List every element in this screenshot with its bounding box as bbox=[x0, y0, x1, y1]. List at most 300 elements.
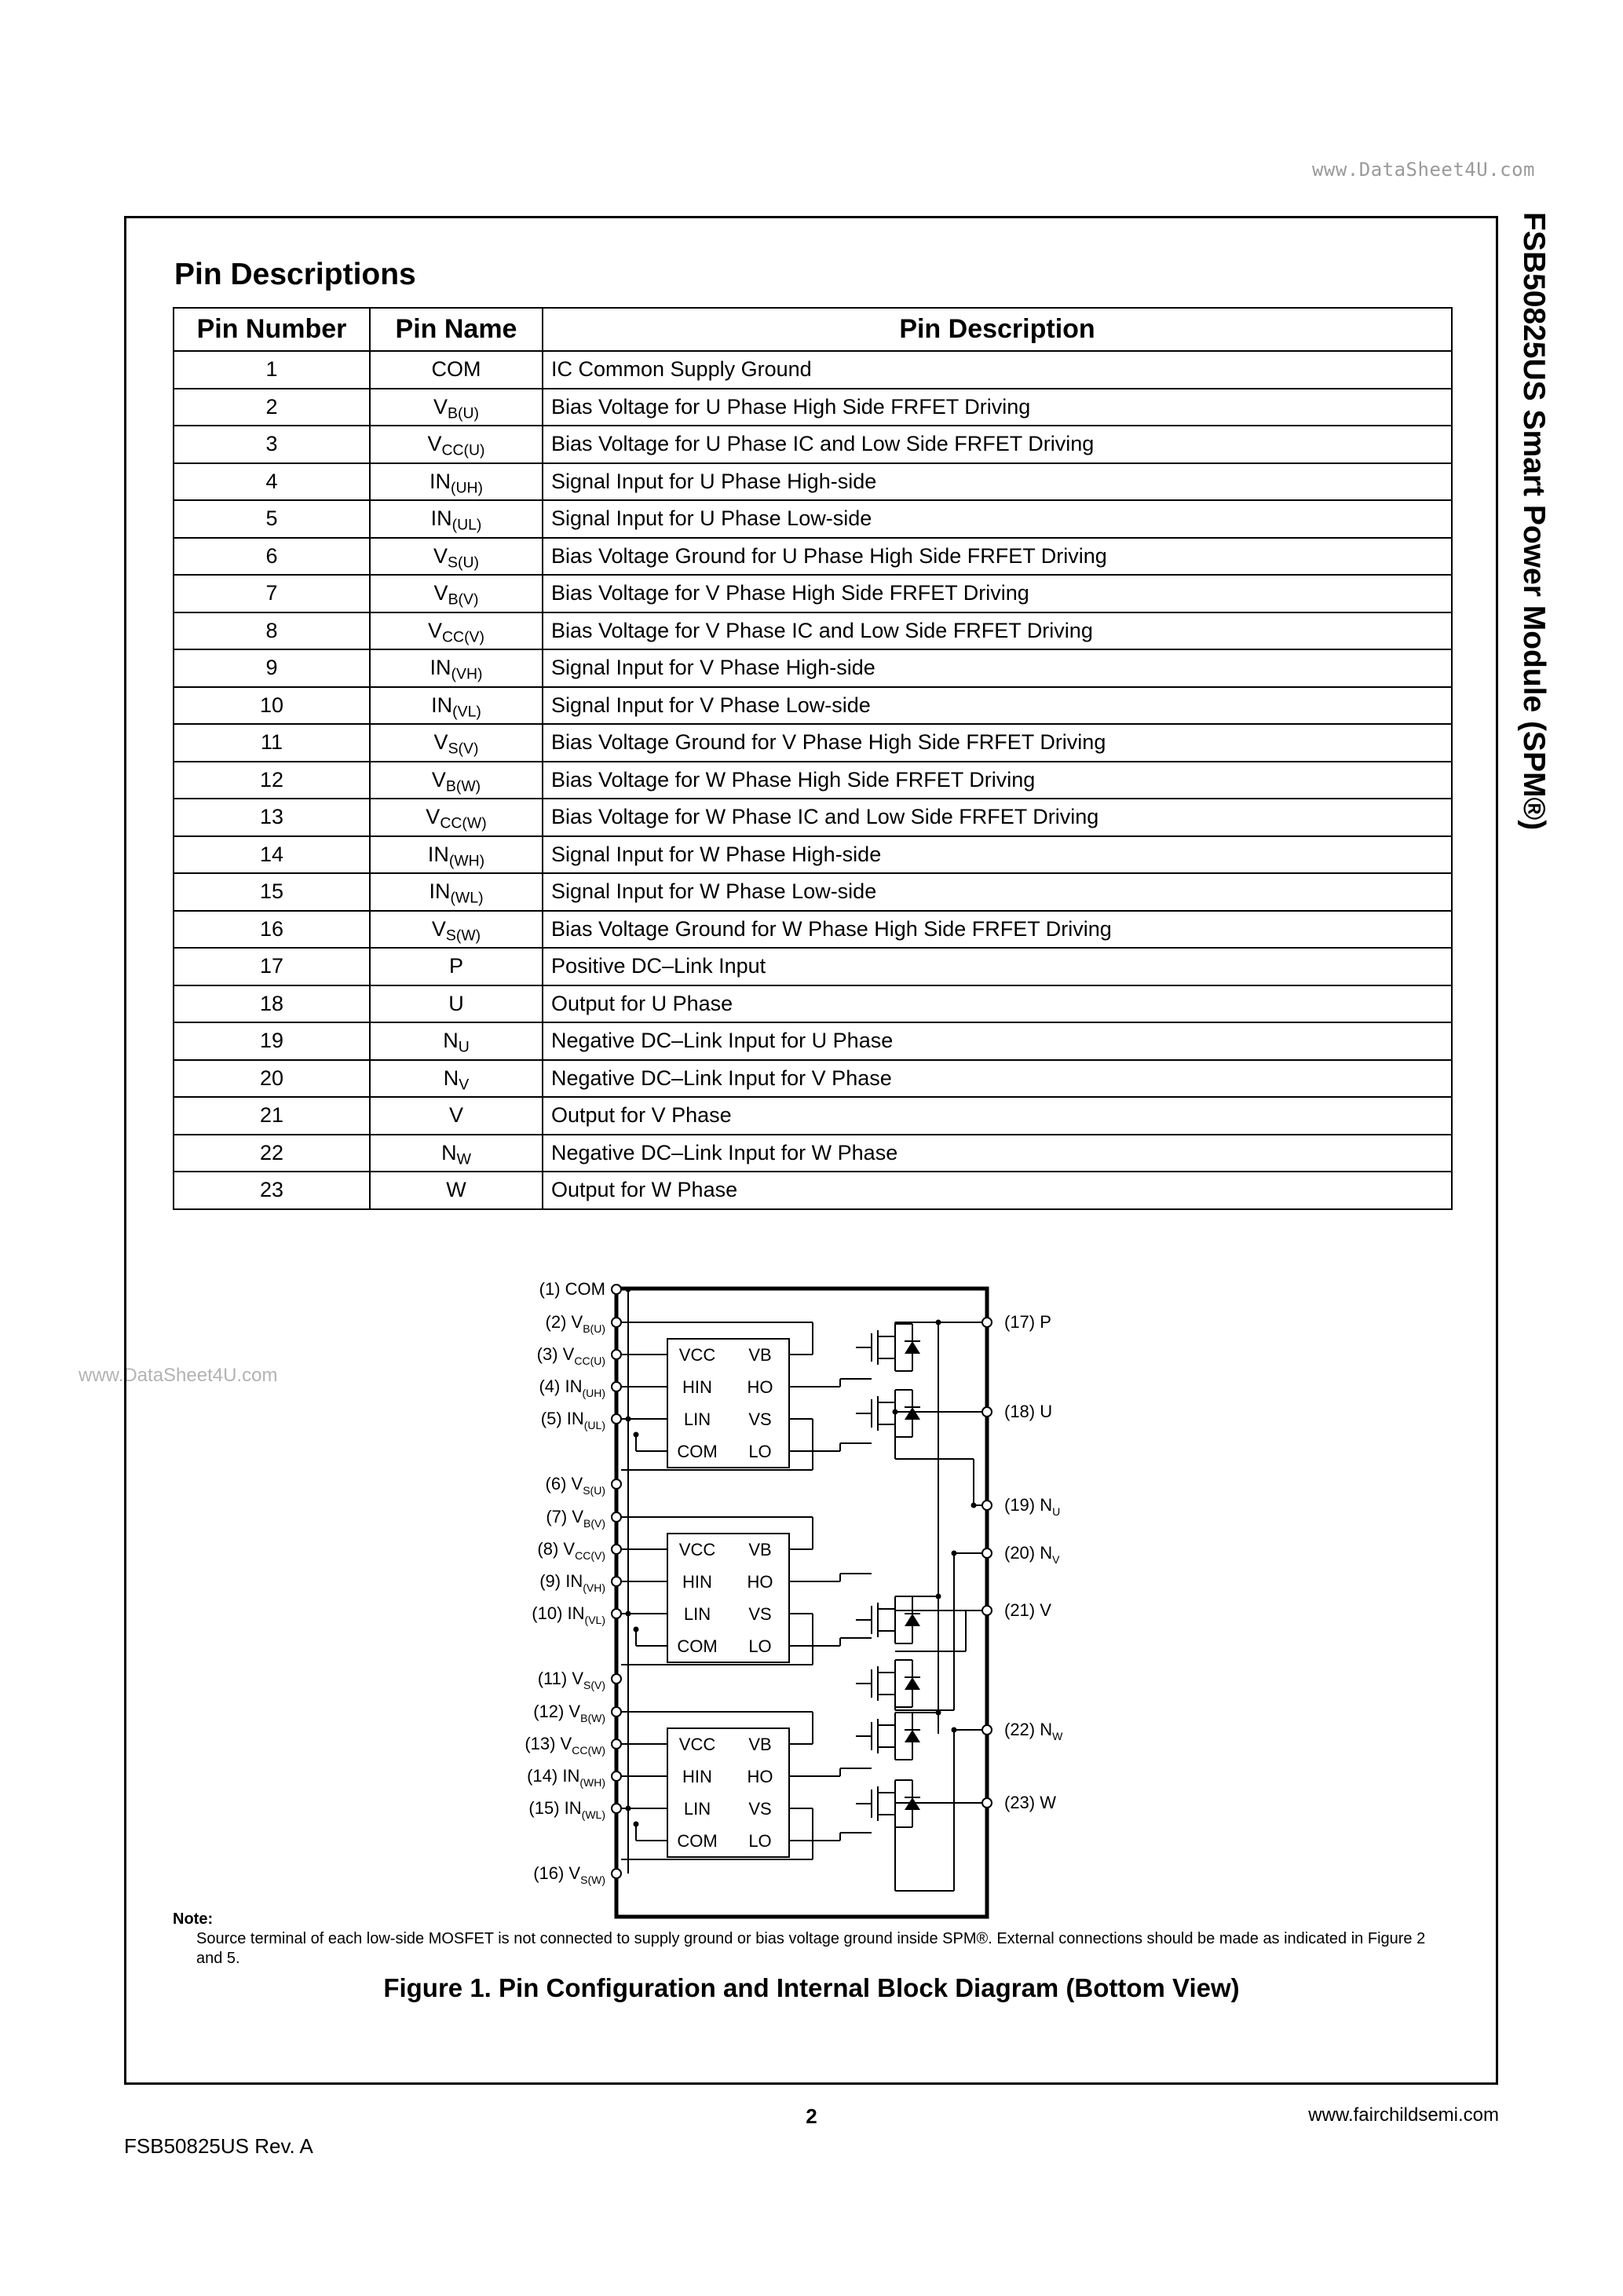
ic-pin-label bbox=[748, 1345, 771, 1365]
right-pin-pad bbox=[982, 1318, 992, 1327]
left-pin-label bbox=[527, 1766, 605, 1789]
pin-name-base: N bbox=[441, 1140, 457, 1164]
label-text: VS bbox=[748, 1604, 772, 1624]
label-text: HO bbox=[747, 1767, 773, 1786]
label-subscript: W bbox=[1052, 1730, 1063, 1742]
junction-dot bbox=[634, 1627, 639, 1632]
left-pin-pad bbox=[612, 1869, 621, 1878]
note-text: Source terminal of each low-side MOSFET is not connected to supply ground or bias voltage ground inside SPM®. External connections should be made as indicated in Figure 2 and 5. bbox=[196, 1930, 1426, 1967]
label-subscript: S(W) bbox=[580, 1874, 605, 1886]
pin-description-cell: Bias Voltage Ground for V Phase High Side FRFET Driving bbox=[543, 724, 1452, 762]
pin-name-cell bbox=[370, 389, 543, 426]
left-pin-pad bbox=[612, 1609, 621, 1618]
left-pin-label bbox=[541, 1409, 605, 1431]
pin-name-base: IN bbox=[429, 879, 451, 904]
pin-description-cell: Bias Voltage for U Phase IC and Low Side FRFET Driving bbox=[543, 426, 1452, 463]
pin-name-cell bbox=[370, 948, 543, 985]
label-text: COM bbox=[677, 1442, 718, 1461]
pin-name-cell bbox=[370, 1022, 543, 1060]
table-row bbox=[174, 1060, 1452, 1098]
label-subscript: (VL) bbox=[584, 1614, 605, 1626]
label-text: (12) V bbox=[533, 1702, 581, 1721]
table-row bbox=[174, 985, 1452, 1023]
label-text: (8) V bbox=[537, 1539, 576, 1559]
left-pin-pad bbox=[612, 1545, 621, 1554]
pin-name-cell bbox=[370, 985, 543, 1023]
junction-dot bbox=[952, 1551, 957, 1556]
pin-number-cell: 21 bbox=[174, 1097, 370, 1135]
pin-name-base: V bbox=[431, 916, 446, 941]
label-subscript: CC(U) bbox=[574, 1355, 605, 1367]
label-text: LIN bbox=[683, 1409, 711, 1429]
label-text: LO bbox=[748, 1636, 772, 1656]
junction-dot bbox=[893, 1409, 898, 1415]
junction-dot bbox=[952, 1727, 957, 1733]
header-pin-description: Pin Description bbox=[543, 308, 1452, 351]
table-row bbox=[174, 612, 1452, 650]
label-subscript: S(U) bbox=[583, 1484, 605, 1497]
table-row bbox=[174, 538, 1452, 576]
label-text: VCC bbox=[678, 1345, 716, 1365]
pin-number-cell: 11 bbox=[174, 724, 370, 762]
ic-pin-label bbox=[748, 1442, 771, 1461]
label-text: (18) U bbox=[1004, 1402, 1053, 1421]
pin-name-cell bbox=[370, 1135, 543, 1172]
label-text: (2) V bbox=[545, 1312, 583, 1332]
label-subscript: (VH) bbox=[583, 1581, 605, 1594]
table-row bbox=[174, 389, 1452, 426]
left-pin-pad bbox=[612, 1382, 621, 1391]
right-pin-pad bbox=[982, 1798, 992, 1808]
pin-name-subscript: S(V) bbox=[448, 740, 479, 758]
left-pin-pad bbox=[612, 1771, 621, 1781]
label-text: HIN bbox=[682, 1572, 712, 1592]
left-pin-pad bbox=[612, 1350, 621, 1359]
label-subscript: V bbox=[1052, 1553, 1060, 1566]
pin-name-base: IN bbox=[429, 469, 451, 493]
left-pin-label bbox=[539, 1571, 605, 1594]
right-pin-label bbox=[1004, 1720, 1063, 1742]
pin-number-cell: 16 bbox=[174, 911, 370, 949]
pin-description-cell: Bias Voltage for W Phase High Side FRFET Driving bbox=[543, 762, 1452, 799]
label-subscript: B(V) bbox=[583, 1517, 605, 1530]
pin-name-cell bbox=[370, 836, 543, 874]
pin-name-cell bbox=[370, 1097, 543, 1135]
pin-name-subscript: CC(U) bbox=[441, 441, 485, 459]
footer-revision: FSB50825US Rev. A bbox=[124, 2134, 313, 2158]
table-header-row bbox=[174, 308, 1452, 351]
ic-pin-label bbox=[748, 1767, 773, 1786]
pin-number-cell: 10 bbox=[174, 687, 370, 725]
left-pin-label bbox=[539, 1279, 605, 1299]
pin-name-subscript: (WH) bbox=[448, 852, 485, 870]
left-pin-label bbox=[525, 1734, 605, 1757]
pin-number-cell: 7 bbox=[174, 575, 370, 612]
label-text: (11) V bbox=[537, 1669, 583, 1688]
figure-caption: Figure 1. Pin Configuration and Internal Block Diagram (Bottom View) bbox=[383, 1973, 1240, 2002]
pin-name-cell bbox=[370, 1060, 543, 1098]
pin-name-cell bbox=[370, 426, 543, 463]
footer-website: www.fairchildsemi.com bbox=[1308, 2104, 1499, 2126]
table-row bbox=[174, 1022, 1452, 1060]
left-pin-label bbox=[532, 1603, 605, 1626]
label-text: VB bbox=[748, 1735, 772, 1754]
label-text: (15) IN bbox=[528, 1798, 582, 1818]
table-row bbox=[174, 649, 1452, 687]
label-text: (20) N bbox=[1004, 1543, 1053, 1563]
pin-name-base: V bbox=[433, 543, 448, 568]
pin-number-cell: 9 bbox=[174, 649, 370, 687]
pin-number-cell: 20 bbox=[174, 1060, 370, 1098]
pin-number-cell: 8 bbox=[174, 612, 370, 650]
label-text: LIN bbox=[683, 1604, 711, 1624]
left-pin-label bbox=[546, 1507, 605, 1530]
table-row bbox=[174, 575, 1452, 612]
left-pin-pad bbox=[612, 1739, 621, 1749]
left-pin-label bbox=[533, 1863, 605, 1886]
pin-name-subscript: V bbox=[459, 1076, 470, 1094]
table-row bbox=[174, 799, 1452, 836]
pin-name-base: U bbox=[448, 991, 464, 1015]
junction-dot bbox=[936, 1320, 941, 1325]
left-pin-pad bbox=[612, 1707, 621, 1717]
pin-description-cell: Bias Voltage for U Phase High Side FRFET Driving bbox=[543, 389, 1452, 426]
pin-name-cell bbox=[370, 612, 543, 650]
right-pin-label bbox=[1004, 1793, 1056, 1812]
pin-name-cell bbox=[370, 687, 543, 725]
ic-pin-label bbox=[679, 1345, 716, 1365]
left-pin-label bbox=[546, 1474, 605, 1497]
pin-name-base: V bbox=[433, 730, 448, 755]
table-row bbox=[174, 724, 1452, 762]
left-pin-label bbox=[539, 1377, 605, 1399]
pin-number-cell: 22 bbox=[174, 1135, 370, 1172]
pin-number-cell: 12 bbox=[174, 762, 370, 799]
pin-name-cell bbox=[370, 724, 543, 762]
label-text: (9) IN bbox=[539, 1571, 583, 1591]
ic-pin-label bbox=[748, 1572, 773, 1592]
ic-pin-label bbox=[679, 1735, 716, 1754]
pin-name-base: IN bbox=[427, 842, 449, 866]
pin-number-cell: 3 bbox=[174, 426, 370, 463]
left-pin-pad bbox=[612, 1804, 621, 1813]
header-pin-name: Pin Name bbox=[370, 308, 543, 351]
pin-name-subscript: CC(V) bbox=[442, 628, 484, 646]
ic-pin-label bbox=[748, 1735, 771, 1754]
label-text: (5) IN bbox=[540, 1409, 584, 1428]
label-text: VCC bbox=[678, 1540, 716, 1559]
label-subscript: CC(W) bbox=[572, 1744, 605, 1757]
label-text: (3) V bbox=[536, 1344, 575, 1364]
pin-number-cell: 14 bbox=[174, 836, 370, 874]
pin-name-base: N bbox=[443, 1066, 459, 1090]
left-pin-pad bbox=[612, 1577, 621, 1586]
table-row bbox=[174, 426, 1452, 463]
pin-name-subscript: (UL) bbox=[451, 516, 482, 534]
pin-number-cell: 18 bbox=[174, 985, 370, 1023]
pin-description-cell: Output for W Phase bbox=[543, 1172, 1452, 1209]
label-text: COM bbox=[677, 1636, 718, 1656]
pin-number-cell: 13 bbox=[174, 799, 370, 836]
ic-pin-label bbox=[748, 1636, 771, 1656]
label-text: COM bbox=[677, 1831, 718, 1851]
ic-pin-label bbox=[748, 1604, 771, 1624]
pin-name-cell bbox=[370, 873, 543, 911]
table-row bbox=[174, 873, 1452, 911]
pin-number-cell: 15 bbox=[174, 873, 370, 911]
pin-description-cell: Negative DC–Link Input for W Phase bbox=[543, 1135, 1452, 1172]
table-row bbox=[174, 948, 1452, 985]
pin-description-cell: Bias Voltage for W Phase IC and Low Side FRFET Driving bbox=[543, 799, 1452, 836]
pin-description-cell: Signal Input for W Phase High-side bbox=[543, 836, 1452, 874]
pin-description-cell: Bias Voltage Ground for W Phase High Side FRFET Driving bbox=[543, 911, 1452, 949]
pin-description-cell: IC Common Supply Ground bbox=[543, 351, 1452, 389]
label-subscript: U bbox=[1052, 1505, 1061, 1518]
ic-pin-label bbox=[682, 1377, 712, 1397]
pin-description-cell: Negative DC–Link Input for U Phase bbox=[543, 1022, 1452, 1060]
block-diagram-svg bbox=[503, 1270, 1115, 1922]
pin-name-base: V bbox=[431, 767, 446, 792]
pin-name-base: N bbox=[443, 1029, 459, 1053]
label-text: VS bbox=[748, 1799, 772, 1819]
watermark-mid: www.DataSheet4U.com bbox=[79, 1365, 278, 1386]
pin-name-base: COM bbox=[431, 357, 481, 382]
pin-description-cell: Signal Input for V Phase High-side bbox=[543, 649, 1452, 687]
pin-description-cell: Bias Voltage for V Phase High Side FRFET Driving bbox=[543, 575, 1452, 612]
block-diagram bbox=[503, 1270, 1115, 1922]
label-text: (17) P bbox=[1004, 1312, 1051, 1332]
pin-description-cell: Signal Input for U Phase Low-side bbox=[543, 500, 1452, 538]
label-text: (23) W bbox=[1004, 1793, 1056, 1812]
left-pin-label bbox=[537, 1344, 605, 1367]
pin-name-subscript: (VH) bbox=[451, 665, 483, 683]
pin-name-base: W bbox=[446, 1178, 466, 1202]
ic-pin-label bbox=[684, 1799, 711, 1819]
pin-number-cell: 6 bbox=[174, 538, 370, 576]
pin-name-subscript: S(U) bbox=[448, 554, 479, 572]
pin-name-cell bbox=[370, 500, 543, 538]
table-row bbox=[174, 1135, 1452, 1172]
header-pin-number: Pin Number bbox=[174, 308, 370, 351]
table-body bbox=[174, 351, 1452, 1209]
pin-name-cell bbox=[370, 911, 543, 949]
pin-name-subscript: (VL) bbox=[452, 703, 481, 721]
table-row bbox=[174, 762, 1452, 799]
ic-pin-label bbox=[677, 1636, 717, 1656]
label-text: (16) V bbox=[533, 1863, 581, 1883]
pin-name-subscript: S(W) bbox=[445, 927, 481, 945]
table-row bbox=[174, 911, 1452, 949]
right-pin-label bbox=[1004, 1600, 1051, 1620]
table-row bbox=[174, 351, 1452, 389]
pin-name-cell bbox=[370, 575, 543, 612]
label-text: (22) N bbox=[1004, 1720, 1053, 1739]
ic-pin-label bbox=[748, 1831, 771, 1851]
pin-name-subscript: B(W) bbox=[445, 777, 481, 795]
side-title-container bbox=[1512, 212, 1551, 997]
pin-table bbox=[173, 307, 1453, 1210]
ic-pin-label bbox=[748, 1377, 773, 1397]
right-pin-pad bbox=[982, 1407, 992, 1417]
label-subscript: S(V) bbox=[583, 1679, 605, 1691]
ic-pin-label bbox=[748, 1799, 771, 1819]
right-pin-pad bbox=[982, 1501, 992, 1510]
pin-number-cell: 5 bbox=[174, 500, 370, 538]
label-text: LIN bbox=[683, 1799, 711, 1819]
table-row bbox=[174, 687, 1452, 725]
side-title: FSB50825US Smart Power Module (SPM®) bbox=[1517, 212, 1551, 831]
pin-name-base: V bbox=[433, 394, 448, 419]
pin-name-cell bbox=[370, 351, 543, 389]
pin-number-cell: 4 bbox=[174, 463, 370, 501]
label-text: VB bbox=[748, 1540, 772, 1559]
junction-dot bbox=[626, 1417, 631, 1422]
label-text: HIN bbox=[682, 1377, 712, 1397]
label-subscript: (WH) bbox=[579, 1776, 605, 1789]
label-subscript: CC(V) bbox=[575, 1549, 605, 1562]
pin-number-cell: 2 bbox=[174, 389, 370, 426]
label-subscript: (UH) bbox=[582, 1387, 605, 1399]
pin-name-subscript: (WL) bbox=[450, 889, 484, 907]
pin-name-base: V bbox=[433, 581, 448, 605]
label-text: HO bbox=[747, 1377, 773, 1397]
pin-name-base: V bbox=[427, 618, 442, 642]
ic-pin-label bbox=[682, 1572, 712, 1592]
pin-description-cell: Signal Input for V Phase Low-side bbox=[543, 687, 1452, 725]
right-pin-label bbox=[1004, 1402, 1052, 1421]
pin-number-cell: 23 bbox=[174, 1172, 370, 1209]
ic-pin-label bbox=[679, 1540, 716, 1559]
pin-name-cell bbox=[370, 1172, 543, 1209]
table-row bbox=[174, 463, 1452, 501]
pin-description-cell: Bias Voltage Ground for U Phase High Side FRFET Driving bbox=[543, 538, 1452, 576]
right-pin-pad bbox=[982, 1725, 992, 1735]
label-text: VCC bbox=[678, 1735, 716, 1754]
ic-pin-label bbox=[682, 1767, 712, 1786]
junction-dot bbox=[971, 1503, 977, 1508]
pin-name-subscript: B(U) bbox=[448, 404, 479, 422]
left-pin-pad bbox=[612, 1285, 621, 1294]
pin-description-cell: Negative DC–Link Input for V Phase bbox=[543, 1060, 1452, 1098]
junction-dot bbox=[634, 1432, 639, 1438]
table-row bbox=[174, 1172, 1452, 1209]
label-text: HIN bbox=[682, 1767, 712, 1786]
label-subscript: (WL) bbox=[581, 1808, 605, 1821]
pin-name-base: V bbox=[426, 805, 440, 829]
label-subscript: (UL) bbox=[583, 1419, 605, 1431]
label-text: VB bbox=[748, 1345, 772, 1365]
pin-name-cell bbox=[370, 799, 543, 836]
ic-pin-label bbox=[677, 1442, 717, 1461]
pin-name-subscript: B(V) bbox=[448, 590, 479, 609]
left-pin-pad bbox=[612, 1414, 621, 1424]
pin-description-cell: Signal Input for W Phase Low-side bbox=[543, 873, 1452, 911]
left-pin-label bbox=[528, 1798, 605, 1821]
left-pin-pad bbox=[612, 1479, 621, 1489]
table-row bbox=[174, 836, 1452, 874]
ic-pin-label bbox=[748, 1540, 771, 1559]
ic-pin-label bbox=[684, 1604, 711, 1624]
left-pin-label bbox=[537, 1539, 605, 1562]
pin-description-cell: Output for U Phase bbox=[543, 985, 1452, 1023]
pin-name-subscript: W bbox=[456, 1150, 471, 1168]
junction-dot bbox=[634, 1822, 639, 1827]
table-row bbox=[174, 500, 1452, 538]
label-text: (7) V bbox=[546, 1507, 583, 1526]
page-number: 2 bbox=[806, 2104, 817, 2128]
pin-number-cell: 19 bbox=[174, 1022, 370, 1060]
pin-name-base: IN bbox=[430, 506, 452, 531]
pin-name-subscript: U bbox=[458, 1038, 470, 1056]
section-title: Pin Descriptions bbox=[174, 258, 416, 291]
junction-dot bbox=[936, 1594, 941, 1600]
label-text: LO bbox=[748, 1442, 772, 1461]
pin-description-cell: Bias Voltage for V Phase IC and Low Side FRFET Driving bbox=[543, 612, 1452, 650]
pin-name-base: V bbox=[448, 1103, 463, 1128]
pin-name-base: P bbox=[448, 954, 463, 978]
left-pin-label bbox=[546, 1312, 605, 1335]
pin-name-cell bbox=[370, 649, 543, 687]
left-pin-pad bbox=[612, 1512, 621, 1522]
label-text: HO bbox=[747, 1572, 773, 1592]
ic-pin-label bbox=[748, 1409, 771, 1429]
right-pin-label bbox=[1004, 1312, 1051, 1332]
junction-dot bbox=[626, 1287, 631, 1292]
ic-pin-label bbox=[684, 1409, 711, 1429]
pin-name-subscript: CC(W) bbox=[440, 814, 487, 832]
label-text: LO bbox=[748, 1831, 772, 1851]
pin-description-cell: Positive DC–Link Input bbox=[543, 948, 1452, 985]
label-text: (14) IN bbox=[527, 1766, 580, 1786]
right-pin-label bbox=[1004, 1543, 1060, 1566]
pin-number-cell: 1 bbox=[174, 351, 370, 389]
pin-description-cell: Signal Input for U Phase High-side bbox=[543, 463, 1452, 501]
pin-name-cell bbox=[370, 538, 543, 576]
junction-dot bbox=[626, 1611, 631, 1617]
pin-name-base: V bbox=[427, 432, 442, 456]
pin-name-base: IN bbox=[430, 656, 451, 680]
label-text: (1) COM bbox=[539, 1279, 605, 1299]
pin-name-subscript: (UH) bbox=[450, 479, 484, 497]
note-label: Note: bbox=[173, 1910, 214, 1928]
label-text: (6) V bbox=[545, 1474, 583, 1493]
right-pin-label bbox=[1004, 1495, 1060, 1518]
pin-name-cell bbox=[370, 463, 543, 501]
label-text: (13) V bbox=[525, 1734, 572, 1753]
left-pin-pad bbox=[612, 1318, 621, 1327]
ic-pin-label bbox=[677, 1831, 717, 1851]
pin-description-cell: Output for V Phase bbox=[543, 1097, 1452, 1135]
junction-dot bbox=[626, 1806, 631, 1812]
label-subscript: B(U) bbox=[583, 1322, 605, 1335]
pin-name-cell bbox=[370, 762, 543, 799]
right-pin-pad bbox=[982, 1606, 992, 1615]
label-text: (19) N bbox=[1004, 1495, 1053, 1515]
left-pin-label bbox=[538, 1669, 605, 1691]
label-text: VS bbox=[748, 1409, 772, 1429]
label-text: (10) IN bbox=[532, 1603, 585, 1623]
pin-number-cell: 17 bbox=[174, 948, 370, 985]
right-pin-pad bbox=[982, 1548, 992, 1558]
label-text: (21) V bbox=[1004, 1600, 1051, 1620]
label-text: (4) IN bbox=[539, 1377, 583, 1396]
label-subscript: B(W) bbox=[580, 1712, 605, 1724]
table-row bbox=[174, 1097, 1452, 1135]
watermark-top: www.DataSheet4U.com bbox=[1311, 159, 1535, 181]
pin-name-base: IN bbox=[431, 693, 453, 717]
left-pin-label bbox=[533, 1702, 605, 1724]
left-pin-pad bbox=[612, 1674, 621, 1684]
